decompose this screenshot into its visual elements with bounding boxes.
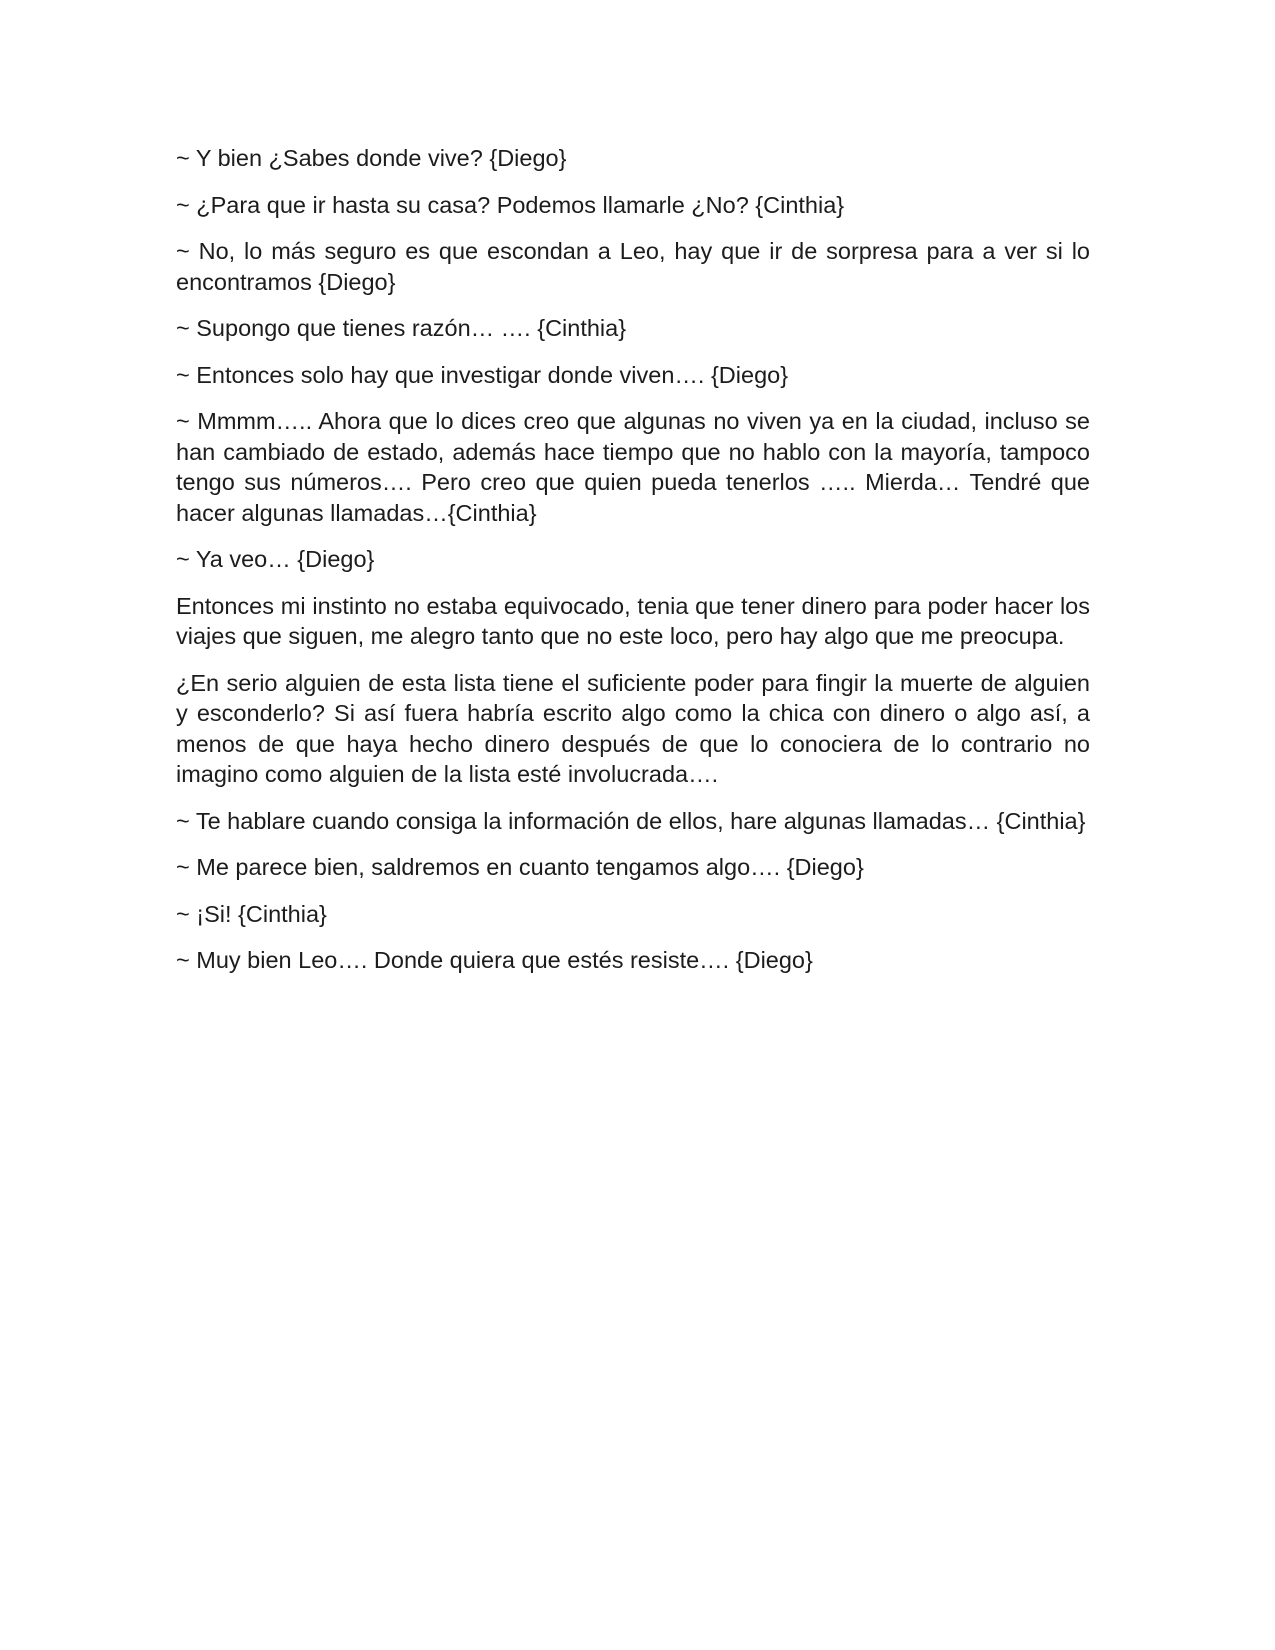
paragraph: Entonces mi instinto no estaba equivocado, tenia que tener dinero para poder hacer los viajes que siguen, me alegro tanto que no este loco, pero hay algo que me preocupa. xyxy=(176,592,1090,649)
paragraph: ~ No, lo más seguro es que escondan a Leo, hay que ir de sorpresa para a ver si lo encontramos {Diego} xyxy=(176,238,1090,295)
paragraph: ¿En serio alguien de esta lista tiene el suficiente poder para fingir la muerte de alguien y esconderlo? Si así fuera habría escrito algo como la chica con dinero o algo así, a menos de que haya hecho dinero después de que lo conociera de lo contrario no imagino como alguien de la lista esté involucrada…. xyxy=(176,669,1090,787)
paragraph: ~ Entonces solo hay que investigar donde viven…. {Diego} xyxy=(176,361,789,388)
paragraph: ~ Y bien ¿Sabes donde vive? {Diego} xyxy=(176,145,567,171)
paragraph: ~ Supongo que tienes razón… …. {Cinthia} xyxy=(176,315,627,341)
paragraph: ~ ¿Para que ir hasta su casa? Podemos llamarle ¿No? {Cinthia} xyxy=(176,191,845,218)
paragraph: ~ Ya veo… {Diego} xyxy=(176,546,375,572)
paragraph: ~ ¡Si! {Cinthia} xyxy=(176,900,327,927)
document-body xyxy=(176,143,1090,992)
paragraph: ~ Te hablare cuando consiga la información de ellos, hare algunas llamadas… {Cinthia} xyxy=(176,807,1086,834)
paragraph: ~ Muy bien Leo…. Donde quiera que estés resiste…. {Diego} xyxy=(176,947,813,973)
paragraph: ~ Me parece bien, saldremos en cuanto tengamos algo…. {Diego} xyxy=(176,854,864,880)
paragraph: ~ Mmmm….. Ahora que lo dices creo que algunas no viven ya en la ciudad, incluso se han cambiado de estado, además hace tiempo que no hablo con la mayoría, tampoco tengo sus números…. Pero creo que quien pueda tenerlos ….. Mierda… Tendré que hacer algunas llamadas…{Cinthia} xyxy=(176,408,1090,526)
